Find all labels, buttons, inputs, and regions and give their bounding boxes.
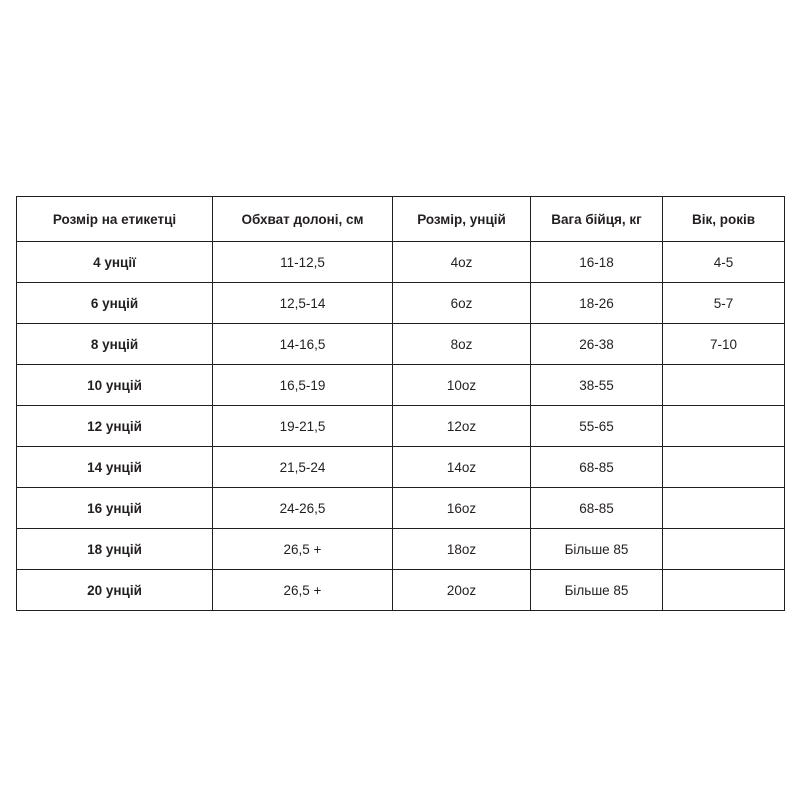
cell-palm-circumference: 21,5-24 — [213, 447, 393, 488]
cell-age — [663, 488, 785, 529]
cell-size-ounces: 8oz — [393, 324, 531, 365]
cell-label-size: 6 унцій — [17, 283, 213, 324]
column-header-age: Вік, років — [663, 197, 785, 242]
cell-palm-circumference: 12,5-14 — [213, 283, 393, 324]
column-header-size-ounces: Розмір, унцій — [393, 197, 531, 242]
cell-label-size: 16 унцій — [17, 488, 213, 529]
table-row — [17, 488, 785, 529]
cell-palm-circumference: 19-21,5 — [213, 406, 393, 447]
cell-label-size: 8 унцій — [17, 324, 213, 365]
column-header-fighter-weight: Вага бійця, кг — [531, 197, 663, 242]
cell-fighter-weight: 68-85 — [531, 488, 663, 529]
size-chart-container — [16, 196, 784, 611]
cell-palm-circumference: 11-12,5 — [213, 242, 393, 283]
cell-fighter-weight: 26-38 — [531, 324, 663, 365]
table-header — [17, 197, 785, 242]
cell-age — [663, 447, 785, 488]
cell-age — [663, 365, 785, 406]
cell-age: 4-5 — [663, 242, 785, 283]
table-row — [17, 570, 785, 611]
cell-age: 5-7 — [663, 283, 785, 324]
cell-size-ounces: 12oz — [393, 406, 531, 447]
cell-fighter-weight: 16-18 — [531, 242, 663, 283]
table-row — [17, 529, 785, 570]
cell-label-size: 14 унцій — [17, 447, 213, 488]
cell-size-ounces: 6oz — [393, 283, 531, 324]
cell-size-ounces: 4oz — [393, 242, 531, 283]
cell-fighter-weight: 18-26 — [531, 283, 663, 324]
table-body — [17, 242, 785, 611]
cell-age — [663, 570, 785, 611]
cell-size-ounces: 14oz — [393, 447, 531, 488]
cell-fighter-weight: Більше 85 — [531, 529, 663, 570]
cell-palm-circumference: 24-26,5 — [213, 488, 393, 529]
cell-size-ounces: 18oz — [393, 529, 531, 570]
table-header-row — [17, 197, 785, 242]
table-row — [17, 365, 785, 406]
size-chart-table — [16, 196, 785, 611]
cell-age — [663, 406, 785, 447]
cell-palm-circumference: 26,5 + — [213, 529, 393, 570]
table-row — [17, 283, 785, 324]
cell-size-ounces: 10oz — [393, 365, 531, 406]
table-row — [17, 447, 785, 488]
column-header-palm-circumference: Обхват долоні, см — [213, 197, 393, 242]
cell-palm-circumference: 26,5 + — [213, 570, 393, 611]
cell-fighter-weight: 55-65 — [531, 406, 663, 447]
cell-age — [663, 529, 785, 570]
cell-label-size: 10 унцій — [17, 365, 213, 406]
table-row — [17, 406, 785, 447]
table-row — [17, 242, 785, 283]
cell-palm-circumference: 16,5-19 — [213, 365, 393, 406]
column-header-label-size: Розмір на етикетці — [17, 197, 213, 242]
cell-fighter-weight: 68-85 — [531, 447, 663, 488]
cell-palm-circumference: 14-16,5 — [213, 324, 393, 365]
cell-label-size: 20 унцій — [17, 570, 213, 611]
table-row — [17, 324, 785, 365]
cell-fighter-weight: Більше 85 — [531, 570, 663, 611]
cell-label-size: 12 унцій — [17, 406, 213, 447]
cell-age: 7-10 — [663, 324, 785, 365]
cell-label-size: 4 унції — [17, 242, 213, 283]
cell-label-size: 18 унцій — [17, 529, 213, 570]
cell-size-ounces: 16oz — [393, 488, 531, 529]
cell-fighter-weight: 38-55 — [531, 365, 663, 406]
cell-size-ounces: 20oz — [393, 570, 531, 611]
